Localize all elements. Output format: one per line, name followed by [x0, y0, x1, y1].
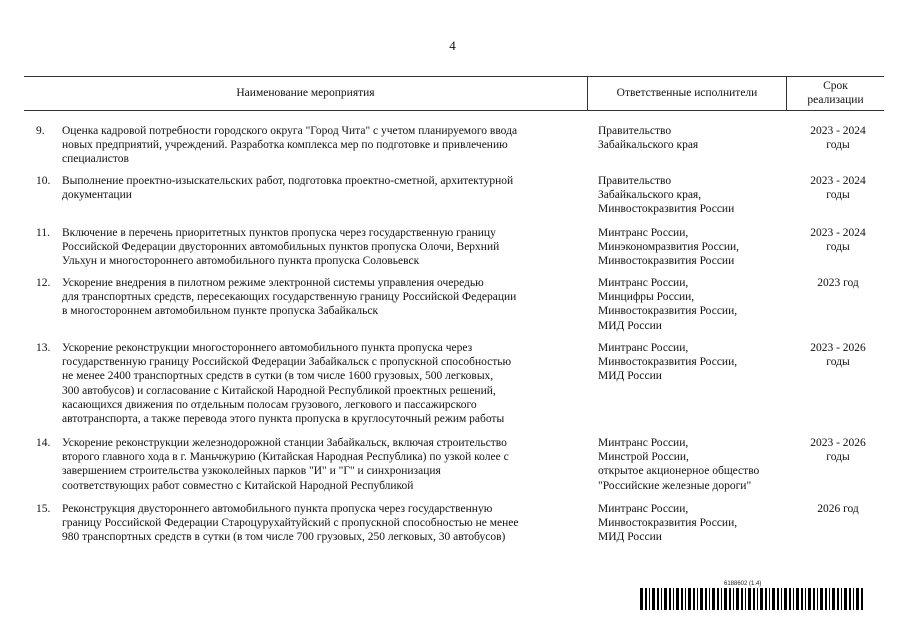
row-number: 11. — [36, 227, 50, 239]
table-top-border — [24, 76, 884, 77]
row-event-name: Реконструкция двустороннего автомобильного пункта пропуска через государственную границу Российской Федерации Староцурухайтуйский с пропускной способностью не менее 980 транспортных средств в сутки (в том числе 700 грузовых, 250 легковых, 30 автобусов) — [62, 503, 519, 544]
row-term: 2023 - 2024 годы — [810, 175, 866, 202]
row-responsible: Минтранс России, Минвостокразвития России, МИД России — [598, 503, 738, 544]
row-responsible: Минтранс России, Минвостокразвития России, МИД России — [598, 342, 738, 383]
row-responsible: Правительство Забайкальского края — [598, 125, 699, 152]
header-term: Срок реализации — [807, 80, 864, 106]
barcode-image — [640, 588, 864, 610]
row-event-name: Ускорение реконструкции многостороннего автомобильного пункта пропуска через государственную границу Российской Федерации Забайкальск с пропускной способностью не менее 2400 транспортных средств в сутки (в том числе 1600 грузовых, 500 легковых, 300 автобусов) и согласование с Китайской Народной Республикой проектных решений, касающихся движения по отдельным полосам грузового, легкового и пассажирского автотранспорта, а также перевода этого пункта пропуска в круглосуточный режим работы — [62, 342, 512, 426]
row-term: 2023 - 2024 годы — [810, 227, 866, 254]
row-term: 2023 - 2026 годы — [810, 437, 866, 464]
row-event-name: Оценка кадровой потребности городского округа "Город Чита" с учетом планируемого ввода новых предприятий, учреждений. Разработка комплекса мер по подготовке и привлечению специалистов — [62, 125, 518, 166]
document-code: 6188602 (1.4) — [724, 581, 762, 587]
header-name: Наименование мероприятия — [236, 87, 375, 99]
row-event-name: Включение в перечень приоритетных пунктов пропуска через государственную границу Российской Федерации двусторонних автомобильных пунктов пропуска Олочи, Верхний Ульхун и многостороннего автомобильного пункта пропуска Соловьевск — [62, 227, 500, 268]
row-number: 9. — [36, 125, 45, 137]
row-term: 2026 год — [817, 503, 859, 515]
row-responsible: Правительство Забайкальского края, Минвостокразвития России — [598, 175, 735, 216]
row-event-name: Выполнение проектно-изыскательских работ, подготовка проектно-сметной, архитектурной документации — [62, 175, 514, 202]
page-number: 4 — [449, 38, 456, 53]
row-number: 13. — [36, 342, 51, 354]
row-term: 2023 - 2026 годы — [810, 342, 866, 369]
row-event-name: Ускорение реконструкции железнодорожной станции Забайкальск, включая строительство второго главного хода в г. Маньчжурию (Китайская Народная Республика) по узкой колее с завершением строительства узкоколейных парков "И" и "Г" и синхронизация соответствующих работ совместно с Китайской Народной Республикой — [62, 437, 509, 492]
row-responsible: Минтранс России, Минстрой России, открытое акционерное общество "Российские железные дороги" — [598, 437, 760, 492]
row-number: 10. — [36, 175, 51, 187]
table-header-bottom-border — [24, 110, 884, 111]
row-term: 2023 год — [817, 277, 859, 289]
row-number: 12. — [36, 277, 51, 289]
row-term: 2023 - 2024 годы — [810, 125, 866, 152]
row-number: 14. — [36, 437, 51, 449]
row-responsible: Минтранс России, Минцифры России, Минвостокразвития России, МИД России — [598, 277, 738, 332]
header-responsible: Ответственные исполнители — [616, 87, 758, 99]
row-responsible: Минтранс России, Минэкономразвития России, Минвостокразвития России — [598, 227, 740, 268]
row-number: 15. — [36, 503, 51, 515]
row-event-name: Ускорение внедрения в пилотном режиме электронной системы управления очередью для транспортных средств, пересекающих государственную границу Российской Федерации в многостороннем автомобильном пункте пропуска Забайкальск — [62, 277, 517, 318]
